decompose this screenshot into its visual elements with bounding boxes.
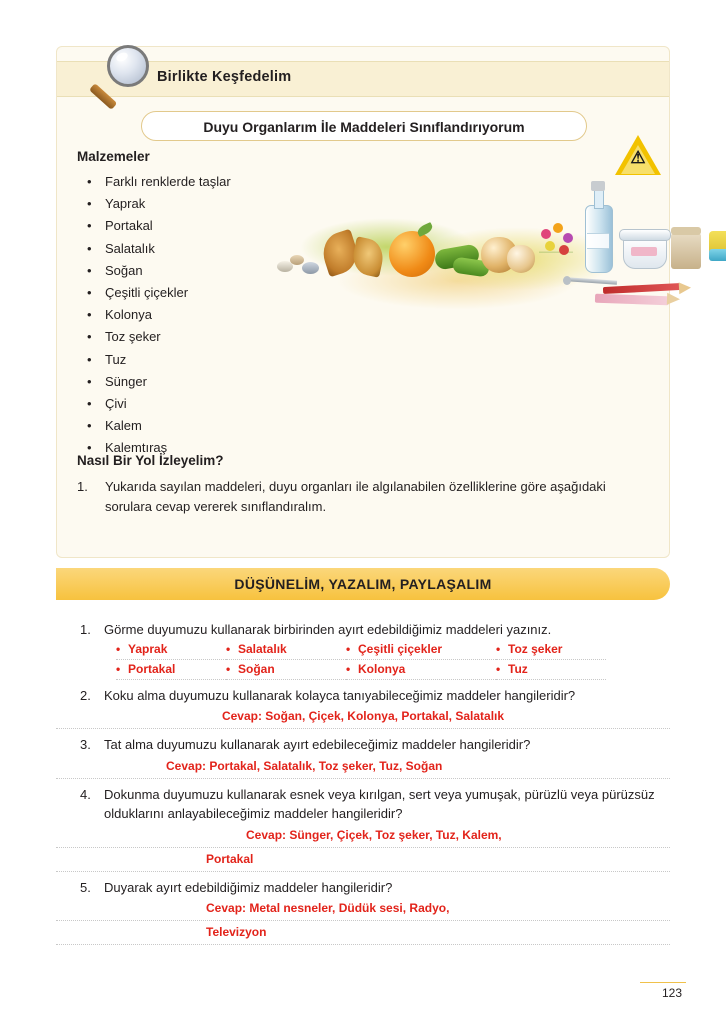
list-item: • Çivi: [81, 393, 281, 415]
answer-item[interactable]: • Portakal: [116, 660, 226, 680]
question-number: 3.: [80, 737, 91, 752]
howto-number: 1.: [77, 479, 88, 494]
activity-title-box: [141, 111, 587, 141]
stones-illustration: [277, 253, 321, 277]
salt-bag-top: [671, 227, 701, 235]
orange-illustration: [389, 231, 435, 277]
flower-illustration: [553, 223, 563, 233]
list-item: • Sünger: [81, 371, 281, 393]
question-row: [56, 735, 670, 755]
section-banner-label: DÜŞÜNELİM, YAZALIM, PAYLAŞALIM: [234, 576, 492, 592]
answer-grid[interactable]: [56, 640, 670, 680]
list-item: • Soğan: [81, 260, 281, 282]
footer-divider: [640, 982, 686, 983]
cologne-bottle-label: [587, 233, 609, 249]
question-text: Duyarak ayırt edebildiğimiz maddeler hangileridir?: [104, 879, 393, 895]
cologne-bottle-cap: [591, 181, 605, 191]
page-number: 123: [662, 986, 683, 1000]
answer-field[interactable]: Cevap: Soğan, Çiçek, Kolonya, Portakal, Salatalık: [56, 705, 670, 729]
answer-item[interactable]: • Tuz: [496, 660, 606, 680]
salt-bag-illustration: [671, 233, 701, 269]
flower-illustration: [545, 241, 555, 251]
question-row: [56, 878, 670, 898]
pen-tip: [679, 282, 692, 295]
question-block: [56, 785, 670, 872]
question-block: [56, 620, 670, 680]
list-item: • Kolonya: [81, 304, 281, 326]
answer-field-line1[interactable]: Cevap: Metal nesneler, Düdük sesi, Radyo,: [56, 897, 670, 921]
question-row: [56, 785, 670, 824]
warning-symbol: ⚠: [630, 148, 646, 167]
answer-item[interactable]: • Salatalık: [226, 640, 346, 660]
sugar-label: [631, 247, 657, 256]
question-row: [56, 620, 670, 640]
materials-illustration: [267, 175, 659, 335]
list-item: • Toz şeker: [81, 326, 281, 348]
list-item: • Kalemtıraş: [81, 437, 281, 459]
answer-field-line2[interactable]: Televizyon: [56, 921, 670, 945]
list-item: • Portakal: [81, 215, 281, 237]
activity-header-label: Birlikte Keşfedelim: [157, 69, 292, 85]
answer-item[interactable]: • Kolonya: [346, 660, 496, 680]
answer-item[interactable]: • Çeşitli çiçekler: [346, 640, 496, 660]
question-number: 1.: [80, 622, 91, 637]
flower-illustration: [541, 229, 551, 239]
question-row: [56, 686, 670, 706]
materials-heading: Malzemeler: [77, 149, 150, 164]
question-block: [56, 878, 670, 946]
howto-item: [77, 477, 649, 517]
answer-item[interactable]: • Yaprak: [116, 640, 226, 660]
sugar-bowl-lid: [619, 229, 671, 241]
list-item: • Farklı renklerde taşlar: [81, 171, 281, 193]
list-item: • Salatalık: [81, 238, 281, 260]
answer-field-line2[interactable]: Portakal: [56, 848, 670, 872]
activity-card: [56, 46, 670, 558]
list-item: • Kalem: [81, 415, 281, 437]
question-text: Tat alma duyumuzu kullanarak ayırt edebileceğimiz maddeler hangileridir?: [104, 737, 531, 752]
question-text: Görme duyumuzu kullanarak birbirinden ayırt edebildiğimiz maddeleri yazınız.: [104, 622, 552, 637]
howto-heading: Nasıl Bir Yol İzleyelim?: [77, 453, 224, 468]
question-block: [56, 735, 670, 779]
magnifier-icon: [87, 45, 157, 115]
list-item: • Çeşitli çiçekler: [81, 282, 281, 304]
question-number: 2.: [80, 687, 91, 703]
cologne-bottle-neck: [594, 189, 604, 209]
answer-field-line1[interactable]: Cevap: Sünger, Çiçek, Toz şeker, Tuz, Kalem,: [56, 824, 670, 848]
flower-illustration: [563, 233, 573, 243]
answer-item[interactable]: • Toz şeker: [496, 640, 606, 660]
onion-illustration: [507, 245, 535, 273]
flower-illustration: [559, 245, 569, 255]
magnifier-ring: [107, 45, 149, 87]
pencil-tip: [667, 293, 680, 305]
question-text: Koku alma duyumuzu kullanarak kolayca tanıyabileceğimiz maddeler hangileridir?: [104, 687, 576, 703]
question-block: [56, 686, 670, 730]
nail-head: [563, 276, 571, 285]
sponge-illustration: [709, 249, 726, 261]
question-number: 5.: [80, 879, 91, 895]
warning-triangle-icon: [615, 135, 661, 179]
answer-item[interactable]: • Soğan: [226, 660, 346, 680]
howto-text: Yukarıda sayılan maddeleri, duyu organları ile algılanabilen özelliklerine göre aşağıdaki sorulara cevap vererek sınıflandıralım.: [105, 479, 606, 514]
activity-title: Duyu Organlarım İle Maddeleri Sınıflandırıyorum: [203, 119, 525, 135]
answer-field[interactable]: Cevap: Portakal, Salatalık, Toz şeker, Tuz, Soğan: [56, 755, 670, 779]
list-item: • Yaprak: [81, 193, 281, 215]
questions-section: [56, 620, 670, 947]
materials-list: [81, 171, 281, 460]
list-item: • Tuz: [81, 349, 281, 371]
question-text: Dokunma duyumuzu kullanarak esnek veya kırılgan, sert veya yumuşak, pürüzlü veya pürüzsüz olduklarını anlayabileceğimiz maddeler hangileridir?: [104, 786, 655, 821]
magnifier-handle: [89, 83, 117, 110]
question-number: 4.: [80, 786, 91, 802]
section-banner: [56, 568, 670, 600]
